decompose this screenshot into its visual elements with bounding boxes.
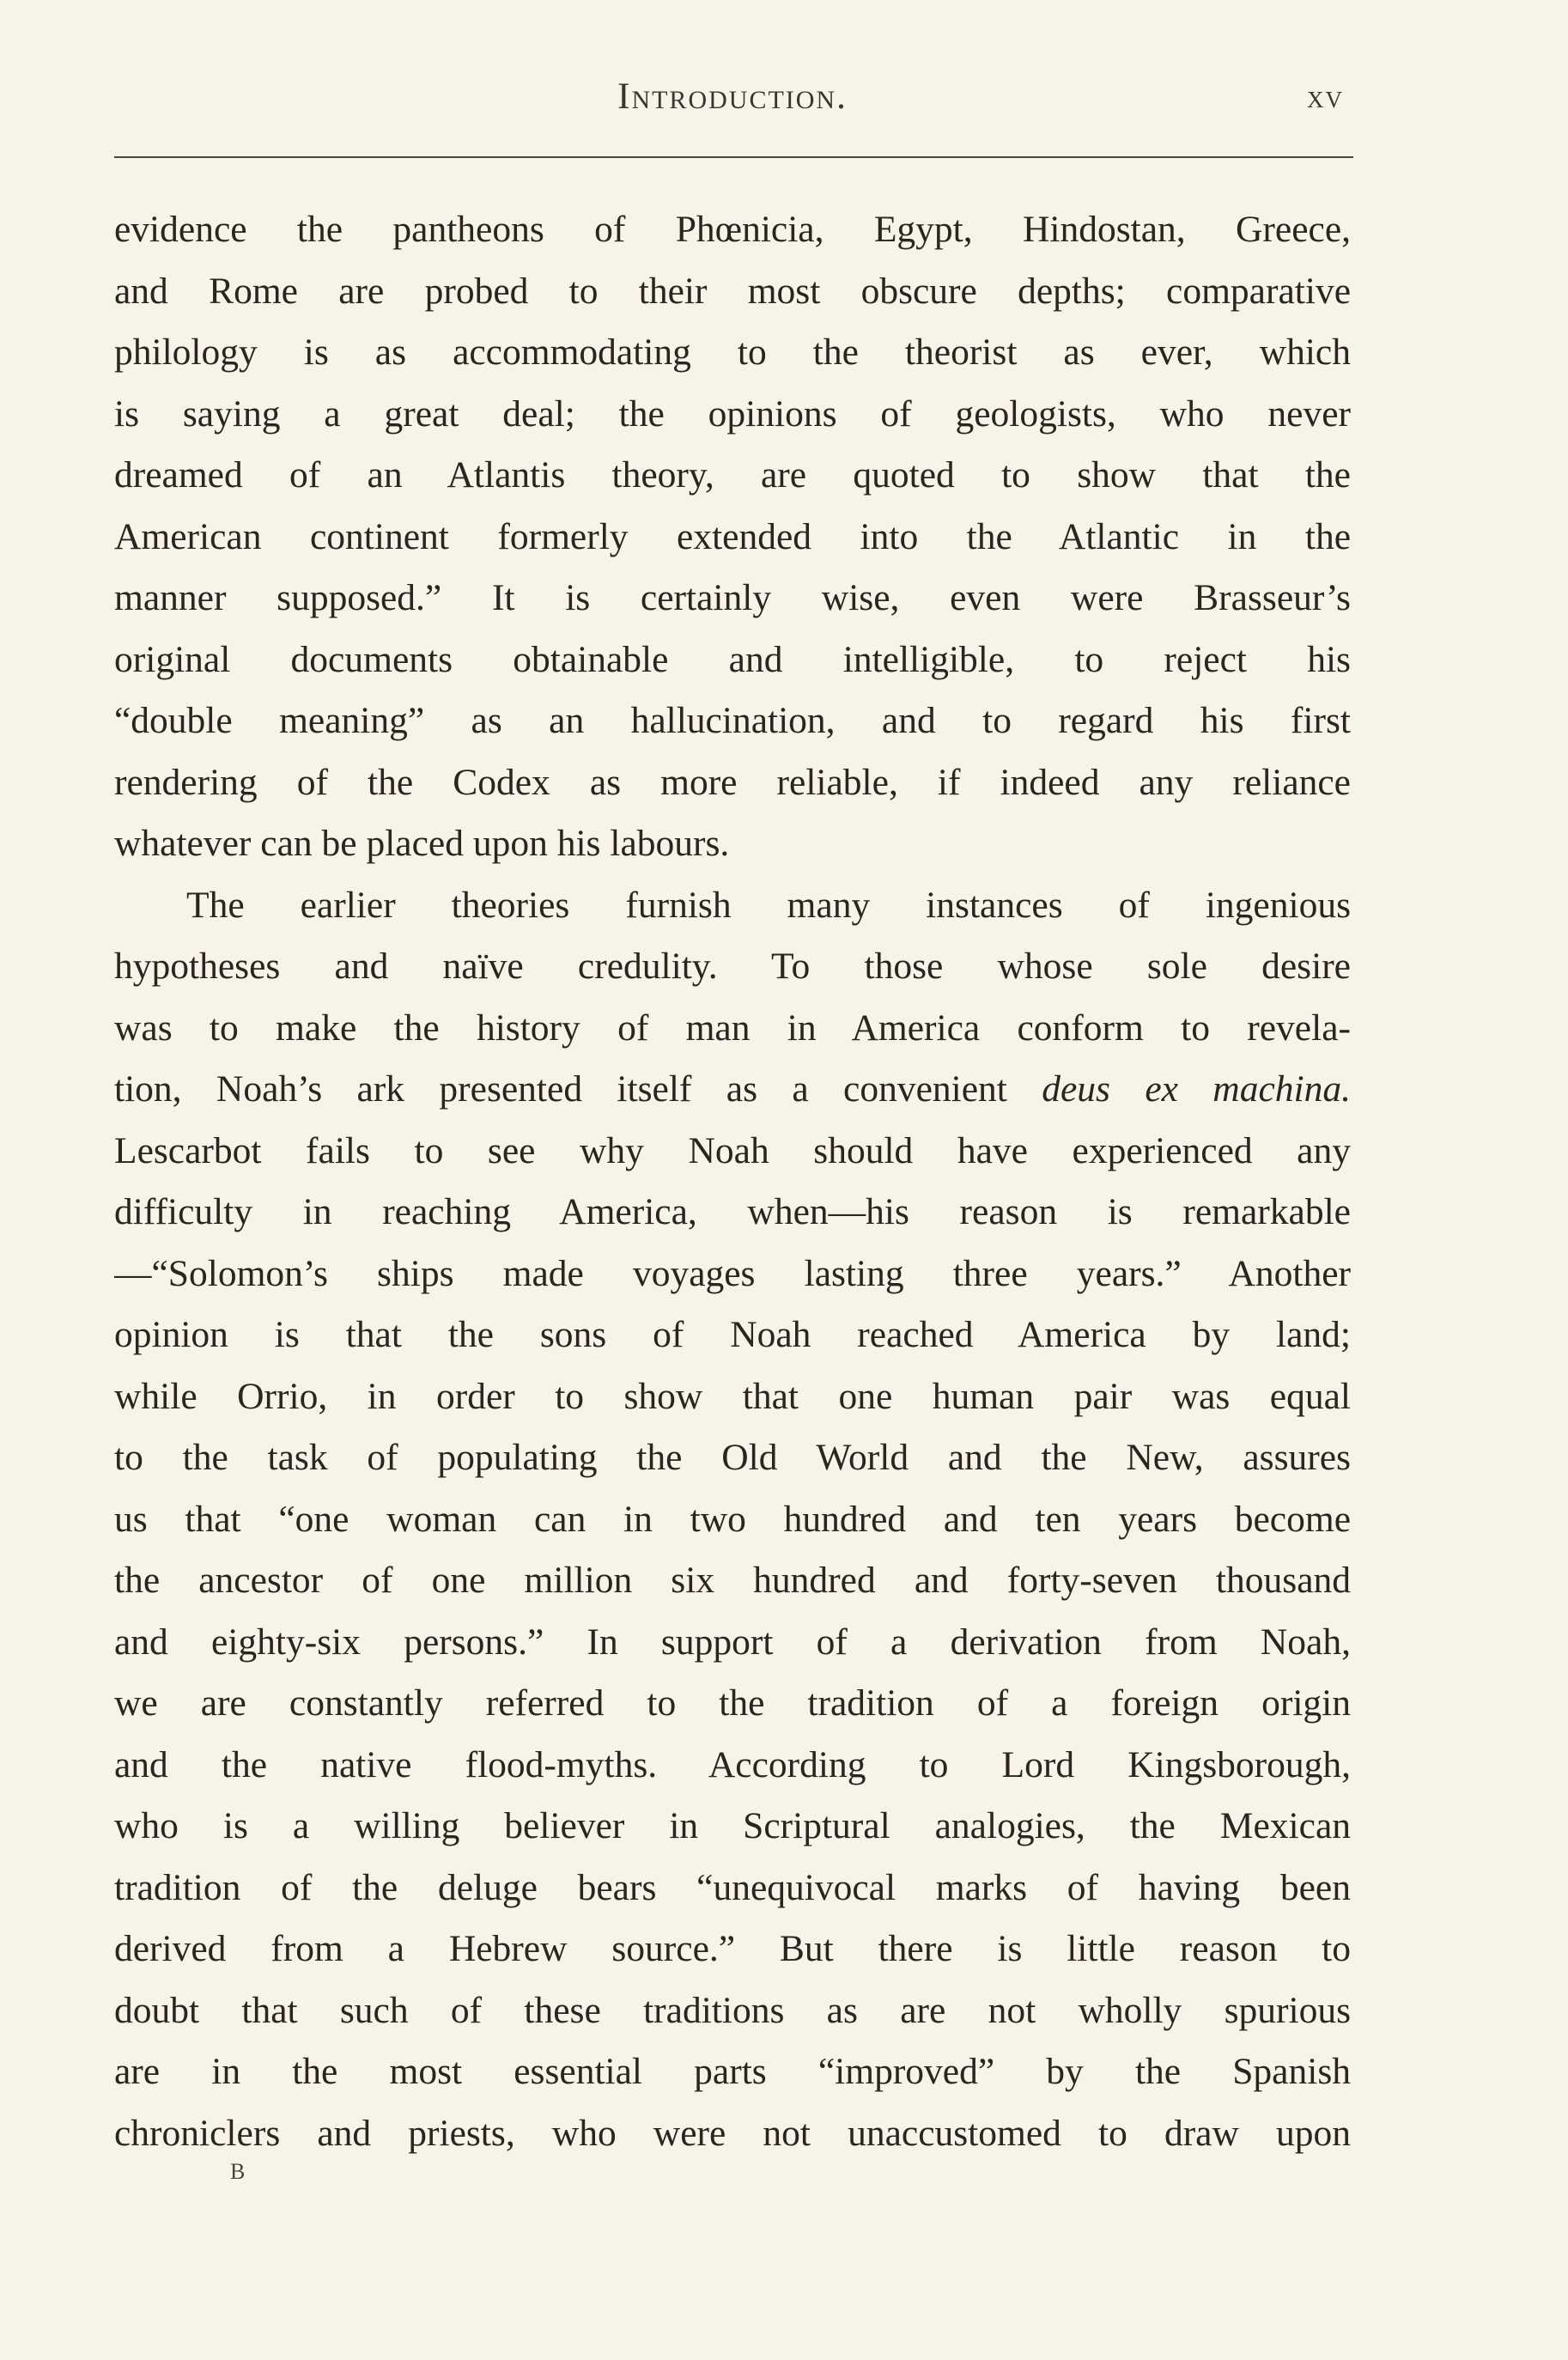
text-line: American continent formerly extended into the Atlantic in the: [114, 515, 1351, 557]
paragraph-start-line: The earlier theories furnish many instances of ingenious: [186, 884, 1351, 926]
text-line: dreamed of an Atlantis theory, are quoted to show that the: [114, 454, 1351, 496]
running-head: [114, 76, 1351, 119]
text-line: difficulty in reaching America, when—his reason is remarkable: [114, 1191, 1351, 1232]
paragraph-end-line: whatever can be placed upon his labours.: [114, 823, 730, 864]
italic-phrase: deus ex machina.: [1042, 1068, 1351, 1110]
text-line: “double meaning” as an hallucination, and to regard his first: [114, 700, 1351, 741]
text-line: the ancestor of one million six hundred and forty-seven thousand: [114, 1560, 1351, 1601]
text-line: manner supposed.” It is certainly wise, even were Brasseur’s: [114, 577, 1351, 618]
text-line: is saying a great deal; the opinions of geologists, who never: [114, 392, 1351, 435]
page-number: xv: [1307, 78, 1344, 115]
text-line: us that “one woman can in two hundred and ten years become: [114, 1498, 1351, 1540]
line-roman-part: tion, Noah’s ark presented itself as a convenient: [114, 1068, 1042, 1110]
text-line: who is a willing believer in Scriptural analogies, the Mexican: [114, 1805, 1351, 1846]
body-text: [114, 199, 1351, 2164]
text-line-with-italic: [114, 1059, 1351, 1121]
running-title: Introduction.: [617, 76, 848, 117]
header-rule: [114, 156, 1353, 158]
text-line: opinion is that the sons of Noah reached America by land;: [114, 1314, 1351, 1355]
text-line: we are constantly referred to the tradition of a foreign origin: [114, 1682, 1351, 1724]
signature-mark: B: [230, 2159, 246, 2184]
text-line: evidence the pantheons of Phœnicia, Egypt, Hindostan, Greece,: [114, 209, 1351, 250]
text-line: chroniclers and priests, who were not unaccustomed to draw upon: [114, 2112, 1351, 2154]
text-line: hypotheses and naïve credulity. To those whose sole desire: [114, 946, 1351, 987]
text-line: to the task of populating the Old World and the New, assures: [114, 1437, 1351, 1478]
text-line: doubt that such of these traditions as are not wholly spurious: [114, 1989, 1351, 2031]
text-line: —“Solomon’s ships made voyages lasting three years.” Another: [114, 1252, 1351, 1294]
text-line: Lescarbot fails to see why Noah should have experienced any: [114, 1129, 1351, 1171]
text-line: and Rome are probed to their most obscure depths; comparative: [114, 270, 1351, 312]
text-line: while Orrio, in order to show that one human pair was equal: [114, 1375, 1351, 1417]
text-line: are in the most essential parts “improved” by the Spanish: [114, 2051, 1351, 2092]
text-line: rendering of the Codex as more reliable, if indeed any reliance: [114, 761, 1351, 803]
text-line: was to make the history of man in America conform to revela-: [114, 1007, 1351, 1049]
text-line: tradition of the deluge bears “unequivocal marks of having been: [114, 1866, 1351, 1908]
text-line: philology is as accommodating to the theorist as ever, which: [114, 331, 1351, 373]
text-line: derived from a Hebrew source.” But there is little reason to: [114, 1928, 1351, 1969]
text-line: and eighty-six persons.” In support of a derivation from Noah,: [114, 1621, 1351, 1663]
text-line: original documents obtainable and intelligible, to reject his: [114, 638, 1351, 680]
text-line: and the native flood-myths. According to Lord Kingsborough,: [114, 1743, 1351, 1785]
